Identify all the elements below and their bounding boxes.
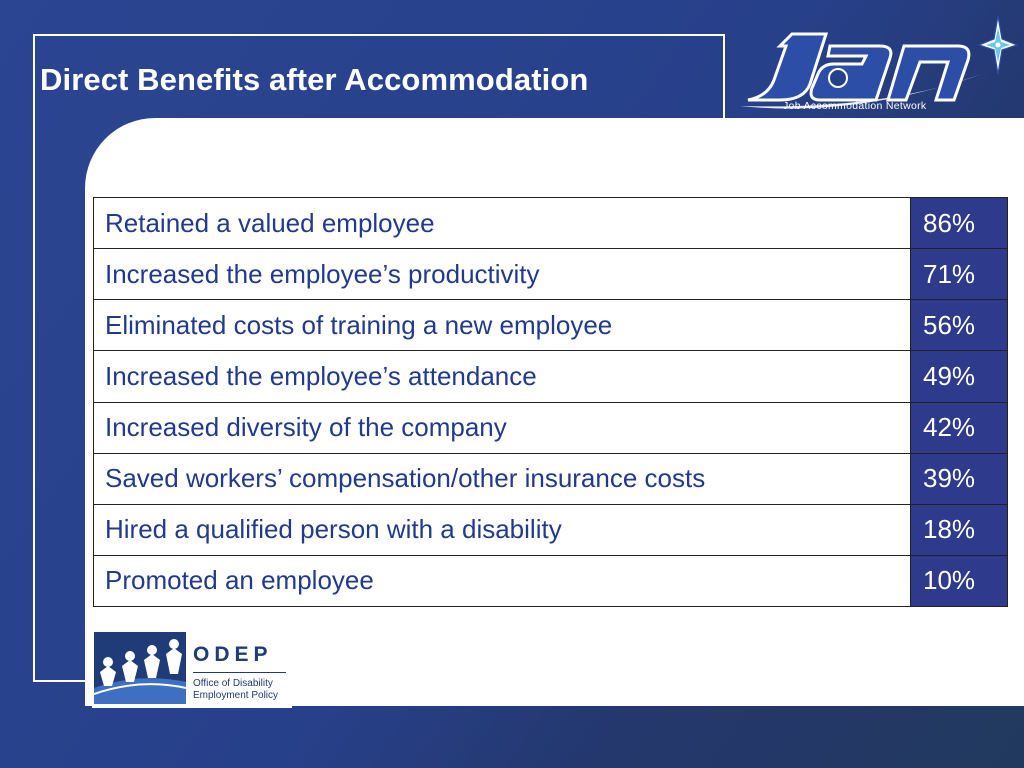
benefit-label: Increased diversity of the company (94, 402, 911, 453)
odep-line2: Employment Policy (193, 690, 279, 701)
table-row (94, 249, 1008, 300)
odep-divider (193, 672, 286, 673)
benefit-label: Retained a valued employee (94, 198, 911, 249)
benefits-table (93, 197, 1008, 607)
odep-line1: Office of Disability (193, 678, 273, 689)
slide-title: Direct Benefits after Accommodation (40, 62, 589, 97)
benefit-percent: 49% (911, 351, 1008, 402)
odep-acronym: ODEP (193, 643, 273, 666)
table-row (94, 198, 1008, 249)
benefit-percent: 86% (911, 198, 1008, 249)
odep-logo (92, 630, 292, 708)
benefit-label: Saved workers’ compensation/other insurance costs (94, 453, 911, 504)
benefit-percent: 56% (911, 300, 1008, 351)
benefit-percent: 42% (911, 402, 1008, 453)
benefit-label: Eliminated costs of training a new employee (94, 300, 911, 351)
benefit-percent: 10% (911, 555, 1008, 606)
benefit-label: Increased the employee’s productivity (94, 249, 911, 300)
benefit-label: Hired a qualified person with a disability (94, 504, 911, 555)
table-row (94, 300, 1008, 351)
table-row (94, 351, 1008, 402)
table-row (94, 504, 1008, 555)
table-row (94, 555, 1008, 606)
benefit-label: Promoted an employee (94, 555, 911, 606)
benefit-percent: 18% (911, 504, 1008, 555)
people-emblem-icon (94, 632, 186, 704)
compass-star-icon (977, 14, 1019, 76)
table-row (94, 453, 1008, 504)
jan-tagline: Job Accommodation Network (783, 100, 927, 112)
benefit-percent: 71% (911, 249, 1008, 300)
benefit-percent: 39% (911, 453, 1008, 504)
table-row (94, 402, 1008, 453)
jan-logo (734, 14, 1018, 118)
benefit-label: Increased the employee’s attendance (94, 351, 911, 402)
